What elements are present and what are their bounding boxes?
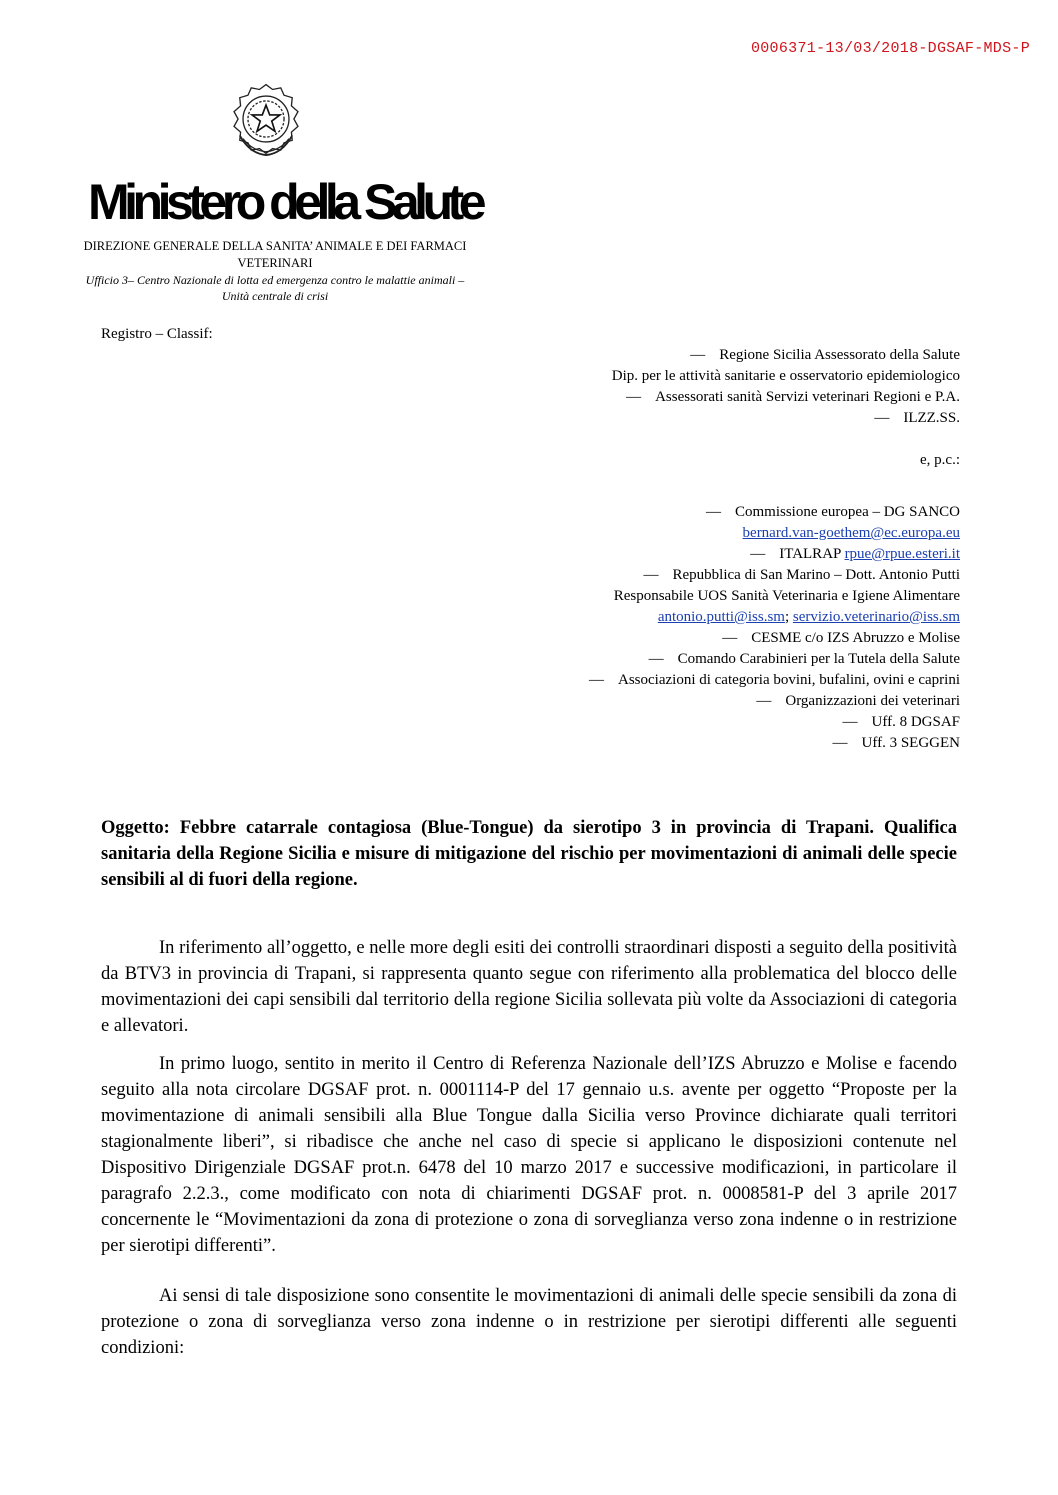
recipient-organizzazioni: — Organizzazioni dei veterinari xyxy=(756,693,960,709)
recipient-ilzzss: — ILZZ.SS. xyxy=(874,410,960,426)
protocol-number: 0006371-13/03/2018-DGSAF-MDS-P xyxy=(750,40,1030,57)
recipient-regione-sicilia: — Regione Sicilia Assessorato della Salute xyxy=(690,347,960,363)
recipient-assessorati: — Assessorati sanità Servizi veterinari Regioni e P.A. xyxy=(626,389,960,405)
paragraph-2: In primo luogo, sentito in merito il Centro di Referenza Nazionale dell’IZS Abruzzo e Molise e facendo seguito alla nota circolare DGSAF prot. n. 0001114-P del 17 gennaio u.s. avente per oggetto “Proposte per la movimentazione di animali sensibili alla Blue Tongue dalla Sicilia verso Province dichiarate quali territori stagionalmente liberi”, si ribadisce che anche nel caso di specie si applicano le disposizioni contenute nel Dispositivo Dirigenziale DGSAF prot.n. 6478 del 10 marzo 2017 e successive modificazioni, in particolare il paragrafo 2.2.3., come modificato con nota di chiarimenti DGSAF prot. n. 0008581-P del 3 aprile 2017 concernente le “Movimentazioni da zona di protezione o zona di sorveglianza verso zona indenne o in restrizione per sierotipi differenti”. xyxy=(101,1054,957,1256)
per-conoscenza-label: e, p.c.: xyxy=(920,452,960,468)
email-link-commissione[interactable]: bernard.van-goethem@ec.europa.eu xyxy=(742,525,960,541)
italian-republic-emblem-icon xyxy=(225,78,307,160)
office-line-1: Ufficio 3– Centro Nazionale di lotta ed emergenza contro le malattie animali – xyxy=(85,273,465,287)
recipient-uff3: — Uff. 3 SEGGEN xyxy=(832,735,960,751)
direction-title xyxy=(40,238,510,272)
recipient-dipartimento: Dip. per le attività sanitarie e osservatorio epidemiologico xyxy=(611,368,960,384)
recipients-list xyxy=(240,345,960,754)
direction-line-2: VETERINARI xyxy=(237,256,313,270)
paragraph-1: In riferimento all’oggetto, e nelle more degli esiti dei controlli straordinari disposti a seguito della positività da BTV3 in provincia di Trapani, si rappresenta quanto segue con riferimento alla problematica del blocco delle movimentazioni dei capi sensibili dal territorio della regione Sicilia sollevata più volte da Associazioni di categoria e allevatori. xyxy=(101,938,957,1036)
recipient-commissione-europea: — Commissione europea – DG SANCO xyxy=(706,504,960,520)
subject: Oggetto: Febbre catarrale contagiosa (Blue-Tongue) da sierotipo 3 in provincia di Trapani. Qualifica sanitaria della Regione Sicilia e misure di mitigazione del rischio per movimentazioni di animali delle specie sensibili al di fuori della regione. xyxy=(101,818,957,890)
recipient-cesme: — CESME c/o IZS Abruzzo e Molise xyxy=(722,630,960,646)
email-link-putti[interactable]: antonio.putti@iss.sm xyxy=(657,609,785,625)
email-link-servizio-veterinario[interactable]: servizio.veterinario@iss.sm xyxy=(792,609,960,625)
direction-line-1: DIREZIONE GENERALE DELLA SANITA’ ANIMALE E DEI FARMACI xyxy=(83,239,467,253)
ministry-name: Ministero della Salute xyxy=(88,174,482,230)
office-line-2: Unità centrale di crisi xyxy=(221,289,329,303)
paragraph-3: Ai sensi di tale disposizione sono consentite le movimentazioni di animali delle specie sensibili da zona di protezione o zona di sorveglianza verso zona indenne o in restrizione per sierotipi differenti alle seguenti condizioni: xyxy=(101,1286,957,1358)
recipient-san-marino-role: Responsabile UOS Sanità Veterinaria e Igiene Alimentare xyxy=(613,588,960,604)
registro-classif: Registro – Classif: xyxy=(101,326,213,342)
recipient-carabinieri: — Comando Carabinieri per la Tutela della Salute xyxy=(648,651,960,667)
recipient-italrap: — ITALRAP rpue@rpue.esteri.it xyxy=(750,546,960,562)
office-title xyxy=(40,272,510,304)
email-link-italrap[interactable]: rpue@rpue.esteri.it xyxy=(844,546,960,562)
recipient-uff8: — Uff. 8 DGSAF xyxy=(842,714,960,730)
recipient-associazioni: — Associazioni di categoria bovini, bufalini, ovini e caprini xyxy=(589,672,960,688)
recipient-san-marino: — Repubblica di San Marino – Dott. Antonio Putti xyxy=(643,567,960,583)
email-links-san-marino: antonio.putti@iss.sm; servizio.veterinario@iss.sm xyxy=(657,609,960,625)
